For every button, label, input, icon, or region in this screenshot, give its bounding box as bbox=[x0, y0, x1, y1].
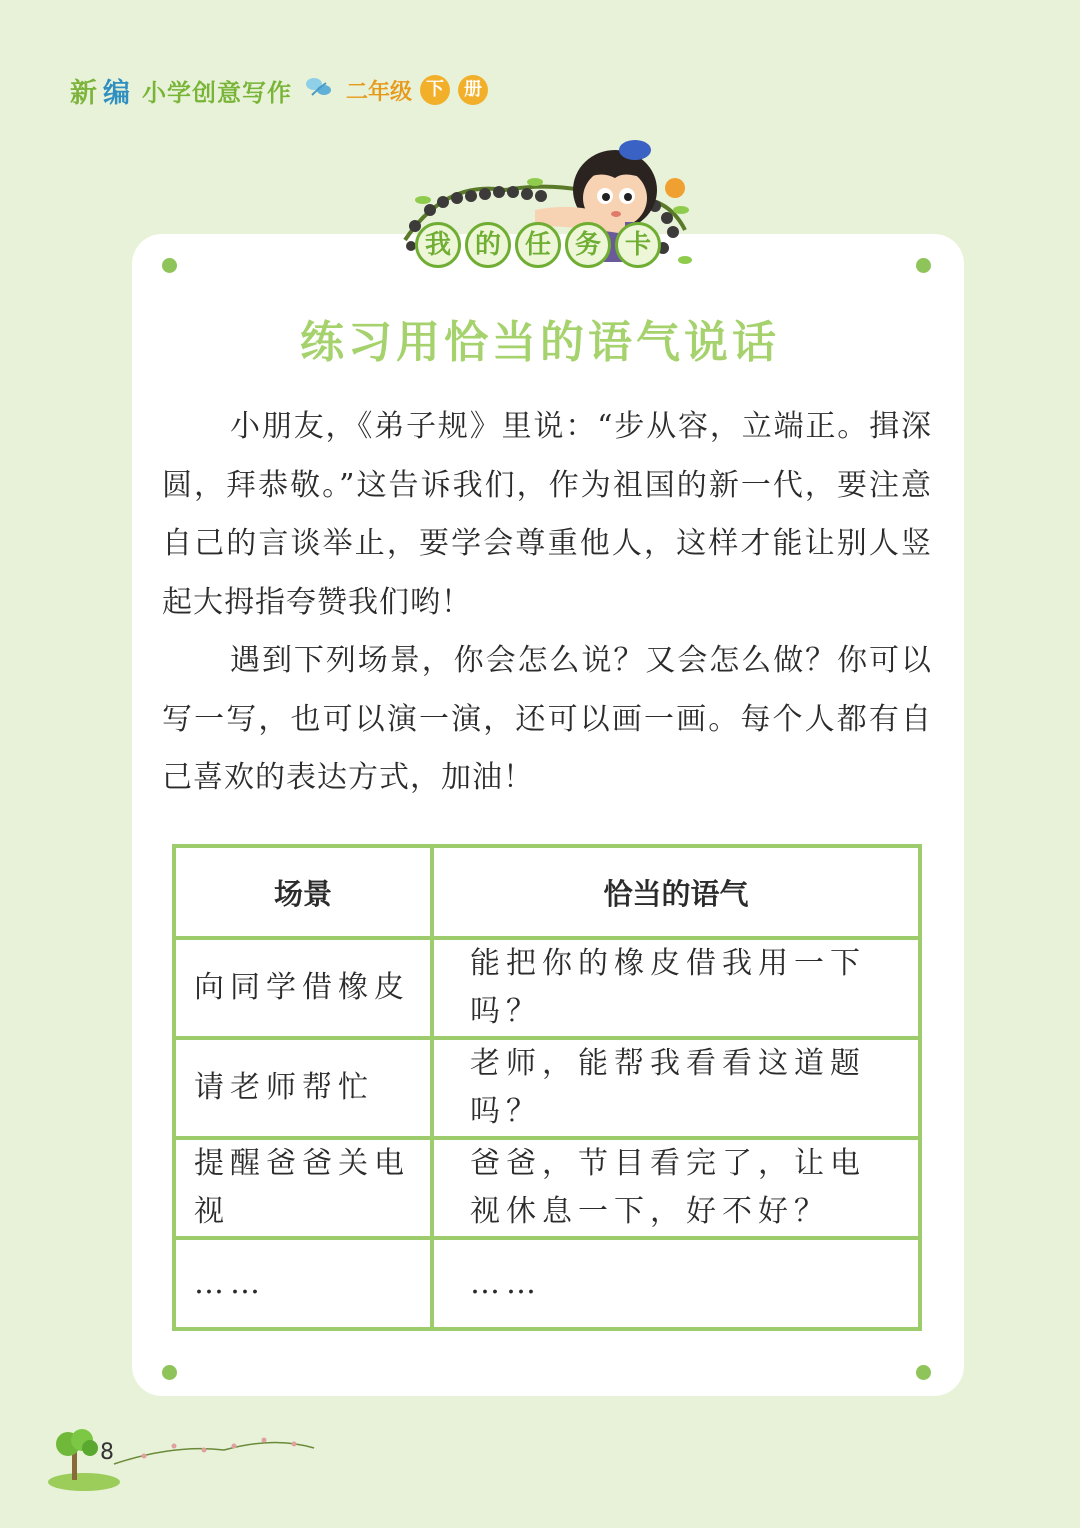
tone-cell: …… bbox=[432, 1238, 920, 1329]
tone-cell: 老师，能帮我看看这道题吗？ bbox=[432, 1038, 920, 1138]
banner-char: 的 bbox=[465, 222, 511, 268]
banner-title bbox=[415, 222, 661, 268]
tone-cell: 爸爸，节目看完了，让电视休息一下，好不好？ bbox=[432, 1138, 920, 1238]
table-row bbox=[174, 1238, 920, 1329]
footer-decoration bbox=[44, 1424, 324, 1498]
volume-suffix-badge: 册 bbox=[458, 75, 488, 105]
banner-char: 务 bbox=[565, 222, 611, 268]
banner-char: 我 bbox=[415, 222, 461, 268]
banner-char: 卡 bbox=[615, 222, 661, 268]
column-header-scene: 场景 bbox=[174, 846, 432, 938]
corner-dot bbox=[916, 1365, 931, 1380]
scene-tone-table bbox=[172, 844, 922, 1331]
scene-cell: 向同学借橡皮 bbox=[174, 938, 432, 1038]
brand-bian: 编 bbox=[103, 77, 130, 109]
table-row bbox=[174, 1138, 920, 1238]
task-card-banner bbox=[385, 130, 705, 300]
volume-badge: 下 bbox=[420, 75, 450, 105]
banner-char: 任 bbox=[515, 222, 561, 268]
corner-dot bbox=[162, 1365, 177, 1380]
leaf-icon bbox=[304, 75, 334, 105]
scene-cell: 提醒爸爸关电视 bbox=[174, 1138, 432, 1238]
series-title: 小学创意写作 bbox=[142, 78, 292, 107]
column-header-tone: 恰当的语气 bbox=[432, 846, 920, 938]
intro-paragraph: 小朋友，《弟子规》里说：“步从容，立端正。揖深圆，拜恭敬。”这告诉我们，作为祖国的新一代，要注意自己的言谈举止，要学会尊重他人，这样才能让别人竖起大拇指夸赞我们哟！ bbox=[162, 409, 932, 620]
grade-label: 二年级 bbox=[346, 79, 413, 105]
corner-dot bbox=[916, 258, 931, 273]
brand-xin: 新 bbox=[70, 77, 97, 109]
girl-with-vine-illustration bbox=[385, 130, 705, 300]
book-header bbox=[70, 68, 488, 112]
table-row bbox=[174, 1038, 920, 1138]
page-title: 练习用恰当的语气说话 bbox=[300, 317, 780, 368]
instruction-paragraph: 遇到下列场景，你会怎么说？又会怎么做？你可以写一写，也可以演一演，还可以画一画。每个人都有自己喜欢的表达方式，加油！ bbox=[162, 643, 932, 795]
page-number: 8 bbox=[100, 1440, 114, 1465]
corner-dot bbox=[162, 258, 177, 273]
scene-cell: …… bbox=[174, 1238, 432, 1329]
scene-cell: 请老师帮忙 bbox=[174, 1038, 432, 1138]
table-header-row bbox=[174, 846, 920, 938]
table-row bbox=[174, 938, 920, 1038]
tree-vine-icon bbox=[44, 1424, 324, 1494]
tone-cell: 能把你的橡皮借我用一下吗？ bbox=[432, 938, 920, 1038]
